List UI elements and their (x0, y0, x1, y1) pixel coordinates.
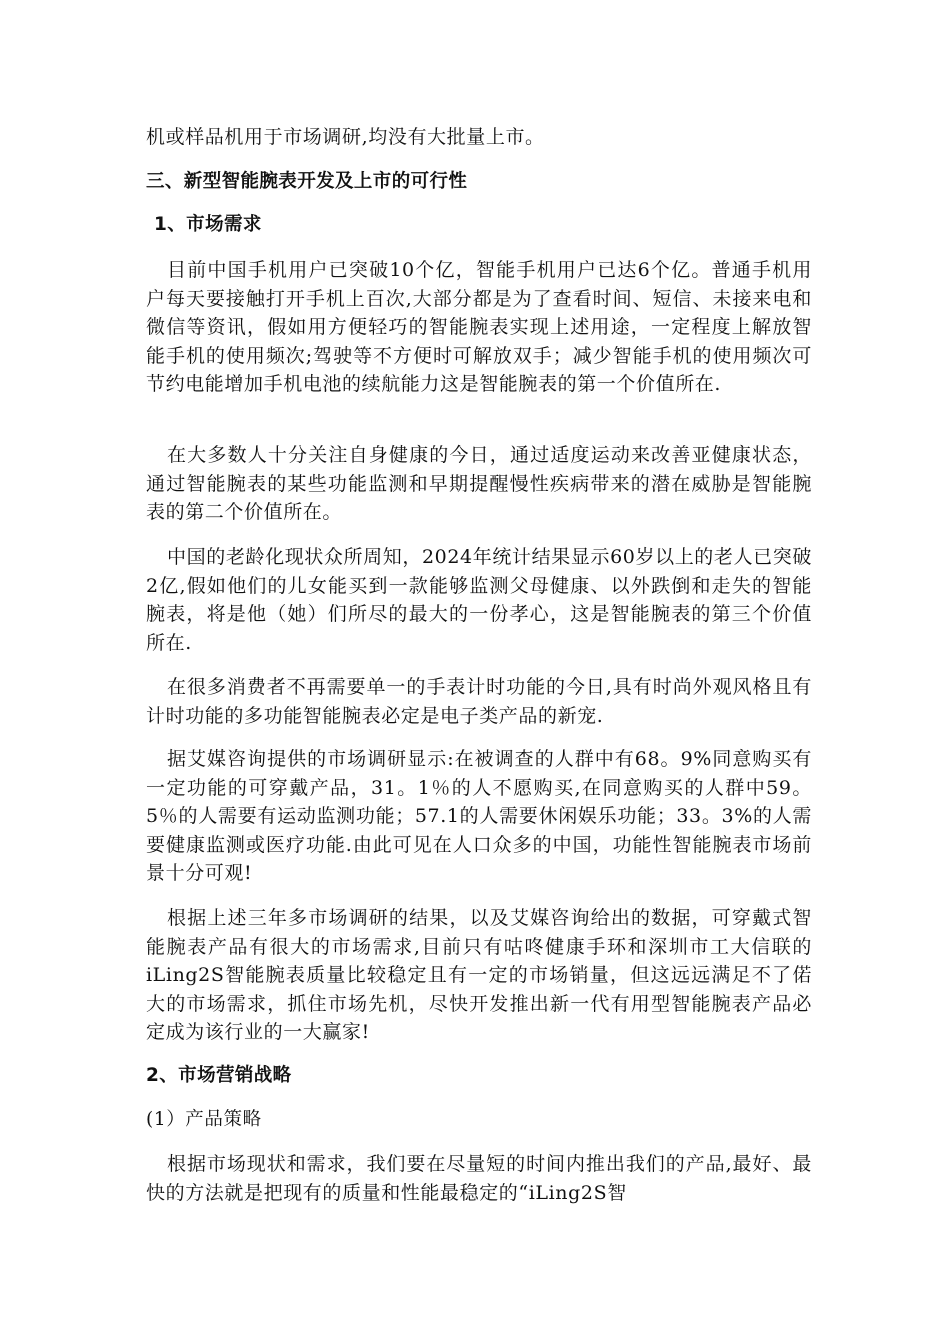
paragraph-market-survey: 据艾媒咨询提供的市场调研显示:在被调查的人群中有68。9%同意购买有一定功能的可穿戴产品，31。1％的人不愿购买,在同意购买的人群中59。5％的人需要有运动监测功能；57.1的人需要休闲娱乐功能；33。3%的人需要健康监测或医疗功能.由此可见在人口众多的中国，功能性智能腕表市场前景十分可观! (146, 748, 812, 884)
subsection-market-demand-heading: 1、市场需求 (154, 214, 262, 235)
paragraph-third-value: 中国的老龄化现状众所周知，2024年统计结果显示60岁以上的老人已突破2亿,假如他们的儿女能买到一款能够监测父母健康、以外跌倒和走失的智能腕表，将是他（她）们所尽的最大的一份孝心，这是智能腕表的第三个价值所在. (146, 546, 812, 654)
paragraph-first-value: 目前中国手机用户已突破10个亿，智能手机用户已达6个亿。普通手机用户每天要接触打开手机上百次,大部分都是为了查看时间、短信、未接来电和微信等资讯，假如用方便轻巧的智能腕表实现上述用途，一定程度上解放智能手机的使用频次;驾驶等不方便时可解放双手；减少智能手机的使用频次可节约电能增加手机电池的续航能力这是智能腕表的第一个价值所在. (146, 259, 812, 395)
product-strategy-heading: (1）产品策略 (146, 1109, 262, 1130)
paragraph-product-strategy: 根据市场现状和需求，我们要在尽量短的时间内推出我们的产品,最好、最快的方法就是把现有的质量和性能最稳定的“iLing2S智 (146, 1153, 812, 1204)
subsection-marketing-strategy-heading: 2、市场营销战略 (146, 1065, 292, 1086)
paragraph-second-value: 在大多数人十分关注自身健康的今日，通过适度运动来改善亚健康状态，通过智能腕表的某些功能监测和早期提醒慢性疾病带来的潜在威胁是智能腕表的第二个价值所在。 (146, 444, 812, 523)
intro-tail-text: 机或样品机用于市场调研,均没有大批量上市。 (146, 126, 545, 148)
paragraph-conclusion: 根据上述三年多市场调研的结果，以及艾媒咨询给出的数据，可穿戴式智能腕表产品有很大的市场需求,目前只有咕咚健康手环和深圳市工大信联的iLing2S智能腕表质量比较稳定且有一定的市场销量，但这远远满足不了偌大的市场需求，抓住市场先机，尽快开发推出新一代有用型智能腕表产品必定成为该行业的一大赢家! (146, 907, 812, 1043)
section-3-heading: 三、新型智能腕表开发及上市的可行性 (146, 171, 468, 192)
paragraph-fourth-value: 在很多消费者不再需要单一的手表计时功能的今日,具有时尚外观风格且有计时功能的多功能智能腕表必定是电子类产品的新宠. (146, 676, 812, 727)
